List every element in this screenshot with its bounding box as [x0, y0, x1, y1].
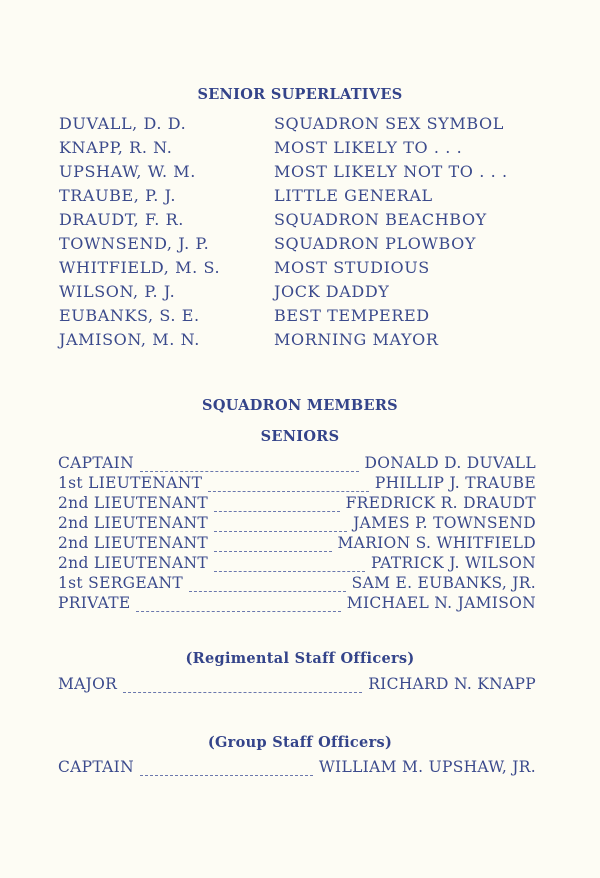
superlative-row [59, 208, 508, 232]
superlative-name: WHITFIELD, M. S. [59, 258, 221, 277]
group-roster [58, 757, 536, 777]
member-name: WILLIAM M. UPSHAW, JR. [318, 758, 536, 776]
superlative-row [59, 304, 508, 328]
superlative-row [59, 136, 508, 160]
rank-label: CAPTAIN [58, 758, 134, 776]
roster-row [58, 553, 536, 573]
dotted-leader [214, 541, 332, 552]
superlative-row [59, 112, 508, 136]
dotted-leader [214, 561, 365, 572]
superlative-row [59, 160, 508, 184]
member-name: SAM E. EUBANKS, JR. [351, 574, 536, 592]
superlative-name: TRAUBE, P. J. [59, 186, 177, 205]
member-name: JAMES P. TOWNSEND [353, 514, 536, 532]
roster-row [58, 573, 536, 593]
roster-row [58, 674, 536, 694]
regimental-roster [58, 674, 536, 694]
dotted-leader [214, 521, 347, 532]
superlative-row [59, 232, 508, 256]
superlative-name: DRAUDT, F. R. [59, 210, 184, 229]
dotted-leader [140, 765, 313, 776]
rank-label: 1st SERGEANT [58, 574, 183, 592]
superlative-row [59, 280, 508, 304]
roster-row [58, 473, 536, 493]
member-name: PATRICK J. WILSON [370, 554, 536, 572]
dotted-leader [136, 601, 340, 612]
member-name: FREDRICK R. DRAUDT [345, 494, 536, 512]
superlative-title: SQUADRON BEACHBOY [274, 210, 487, 229]
dotted-leader [189, 581, 346, 592]
superlative-title: BEST TEMPERED [274, 306, 430, 325]
superlative-name: EUBANKS, S. E. [59, 306, 200, 325]
seniors-heading: SENIORS [260, 428, 340, 445]
roster-row [58, 593, 536, 613]
rank-label: 2nd LIEUTENANT [58, 534, 208, 552]
superlative-name: JAMISON, M. N. [59, 330, 200, 349]
superlative-title: MOST LIKELY TO . . . [274, 138, 463, 157]
senior-superlatives-heading: SENIOR SUPERLATIVES [197, 86, 403, 103]
member-name: MARION S. WHITFIELD [337, 534, 536, 552]
group-staff-heading: (Group Staff Officers) [207, 734, 393, 751]
superlative-title: MOST LIKELY NOT TO . . . [274, 162, 508, 181]
superlative-name: KNAPP, R. N. [59, 138, 173, 157]
dotted-leader [214, 501, 340, 512]
superlative-row [59, 256, 508, 280]
seniors-roster [58, 453, 536, 613]
superlative-title: SQUADRON PLOWBOY [274, 234, 476, 253]
member-name: DONALD D. DUVALL [364, 454, 536, 472]
rank-label: 2nd LIEUTENANT [58, 514, 208, 532]
rank-label: 1st LIEUTENANT [58, 474, 203, 492]
superlative-title: JOCK DADDY [274, 282, 390, 301]
superlative-name: DUVALL, D. D. [59, 114, 187, 133]
superlatives-table [59, 112, 508, 352]
rank-label: CAPTAIN [58, 454, 134, 472]
superlative-row [59, 328, 508, 352]
superlative-row [59, 184, 508, 208]
roster-row [58, 453, 536, 473]
dotted-leader [208, 481, 369, 492]
superlative-title: MOST STUDIOUS [274, 258, 430, 277]
roster-row [58, 513, 536, 533]
superlative-name: UPSHAW, W. M. [59, 162, 196, 181]
superlative-name: TOWNSEND, J. P. [59, 234, 210, 253]
rank-label: 2nd LIEUTENANT [58, 554, 208, 572]
member-name: PHILLIP J. TRAUBE [374, 474, 536, 492]
member-name: RICHARD N. KNAPP [368, 675, 536, 693]
superlative-name: WILSON, P. J. [59, 282, 176, 301]
rank-label: PRIVATE [58, 594, 131, 612]
roster-row [58, 493, 536, 513]
dotted-leader [123, 682, 362, 693]
regimental-staff-heading: (Regimental Staff Officers) [185, 650, 415, 667]
dotted-leader [140, 461, 359, 472]
superlative-title: SQUADRON SEX SYMBOL [274, 114, 504, 133]
rank-label: 2nd LIEUTENANT [58, 494, 208, 512]
superlative-title: MORNING MAYOR [274, 330, 439, 349]
roster-row [58, 757, 536, 777]
superlative-title: LITTLE GENERAL [274, 186, 433, 205]
member-name: MICHAEL N. JAMISON [346, 594, 536, 612]
roster-row [58, 533, 536, 553]
squadron-members-heading: SQUADRON MEMBERS [202, 397, 398, 414]
rank-label: MAJOR [58, 675, 118, 693]
